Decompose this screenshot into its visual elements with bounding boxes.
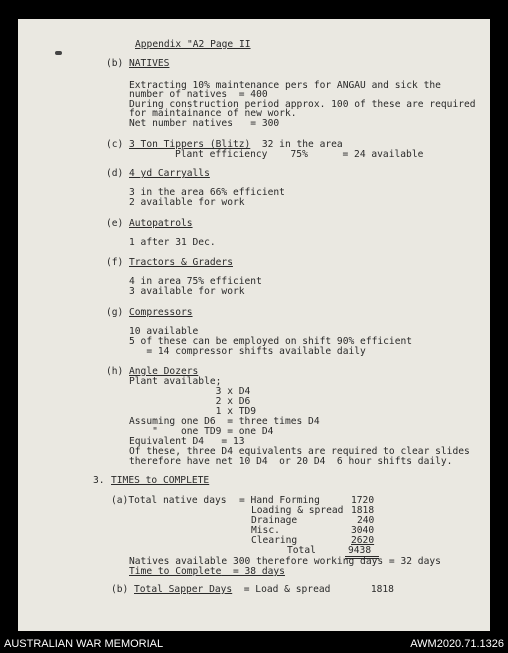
s3b-line: [134, 585, 394, 595]
s3a-total-label: Total: [287, 545, 316, 556]
body-line: 4 in area 75% efficient: [129, 276, 262, 287]
s3b-label: (b): [111, 584, 129, 595]
body-line: 3 x D4: [129, 386, 251, 397]
body-line: Equivalent D4 = 13: [129, 436, 245, 447]
section-3-number: 3.: [93, 475, 105, 486]
body-line: " one TD9 = one D4: [129, 426, 274, 437]
body-line: number of natives = 400: [129, 89, 268, 100]
section-g-label: (g): [106, 307, 124, 318]
s3a-value: 2620: [351, 535, 375, 546]
body-line: 2 available for work: [129, 197, 245, 208]
section-e-title: Autopatrols: [129, 218, 193, 229]
body-line: = 14 compressor shifts available daily: [129, 346, 366, 357]
footer-credit: AUSTRALIAN WAR MEMORIAL: [4, 638, 164, 650]
natives-line: Natives available 300 therefore working days = 32 days: [129, 556, 441, 567]
body-line: Extracting 10% maintenance pers for ANGAU and sick the: [129, 80, 441, 91]
body-line: 1 after 31 Dec.: [129, 237, 216, 248]
section-b-title: NATIVES: [129, 58, 170, 69]
s3a-value: 3040: [351, 525, 375, 536]
body-line: 2 x D6: [129, 396, 251, 407]
s3a-item: Drainage: [251, 515, 298, 526]
section-h-label: (h): [106, 366, 124, 377]
time-to-complete-value: = 38 days: [221, 566, 285, 577]
body-line: During construction period approx. 100 of these are required: [129, 99, 476, 110]
body-line: 3 available for work: [129, 286, 245, 297]
s3a-total-value: 9438: [348, 545, 372, 556]
body-line: 5 of these can be employed on shift 90% efficient: [129, 336, 413, 347]
s3b-title: Total Sapper Days: [134, 584, 233, 595]
section-d-title: 4 yd Carryalls: [129, 168, 210, 179]
s3a-label: (a)Total native days: [111, 495, 227, 506]
s3a-value: 1720: [351, 495, 375, 506]
section-d-label: (d): [106, 168, 124, 179]
section-b-label: (b): [106, 58, 124, 69]
section-g-title: Compressors: [129, 307, 193, 318]
s3a-value: 1818: [351, 505, 375, 516]
body-line: Plant efficiency 75% = 24 available: [175, 149, 424, 160]
body-line: Assuming one D6 = three times D4: [129, 416, 320, 427]
time-to-complete-line: [129, 567, 285, 577]
section-c-label: (c): [106, 139, 124, 150]
body-line: for maintainance of new work.: [129, 108, 297, 119]
punch-hole: [55, 51, 62, 55]
section-h-title: Angle Dozers: [129, 366, 199, 377]
section-3-title: TIMES to COMPLETE: [111, 475, 210, 486]
s3a-item: Misc.: [251, 525, 280, 536]
s3a-item: = Hand Forming: [239, 495, 320, 506]
body-line: 1 x TD9: [129, 406, 257, 417]
s3a-value: 240: [357, 515, 375, 526]
section-c-rest: 32 in the area: [250, 139, 343, 150]
time-to-complete-label: Time to Complete: [129, 566, 222, 577]
section-e-label: (e): [106, 218, 124, 229]
body-line: Plant available;: [129, 376, 222, 387]
body-line: Of these, three D4 equivalents are required to clear slides: [129, 446, 470, 457]
document-page: [18, 19, 490, 631]
section-c-title: 3 Ton Tippers (Blitz): [129, 139, 251, 150]
section-f-label: (f): [106, 257, 124, 268]
footer-accession-number: AWM2020.71.1326: [410, 638, 504, 650]
body-line: 3 in the area 66% efficient: [129, 187, 285, 198]
body-line: Net number natives = 300: [129, 118, 280, 129]
s3b-rest: = Load & spread 1818: [232, 584, 394, 595]
s3a-item: Clearing: [251, 535, 298, 546]
page-header: Appendix "A2 Page II: [135, 39, 251, 50]
s3a-item: Loading & spread: [251, 505, 344, 516]
body-line: 10 available: [129, 326, 199, 337]
section-f-title: Tractors & Graders: [129, 257, 233, 268]
body-line: therefore have net 10 D4 or 20 D4 6 hour shifts daily.: [129, 456, 453, 467]
